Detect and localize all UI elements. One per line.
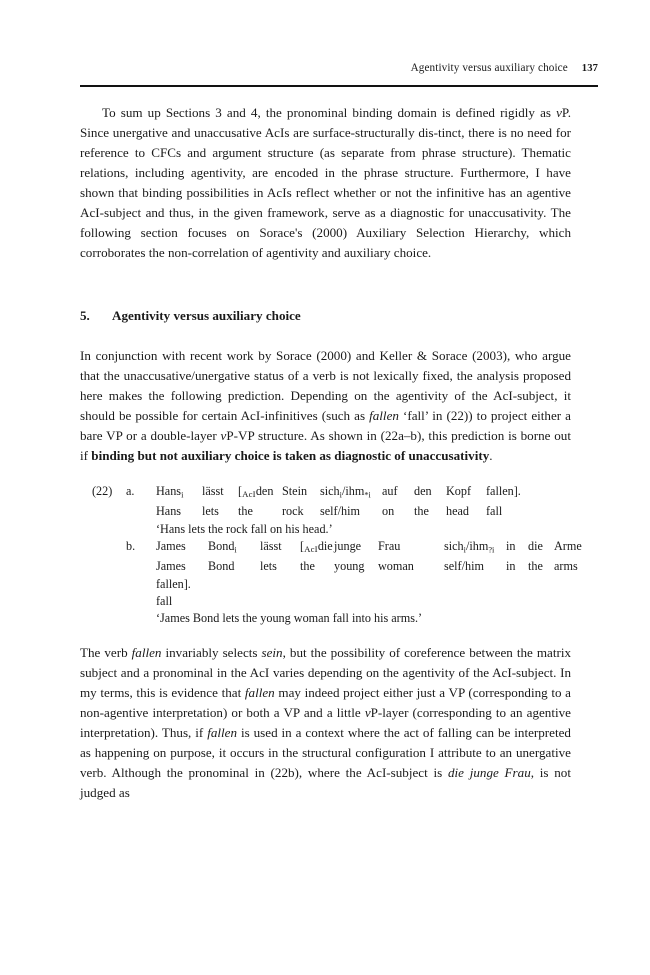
src-word-text: den <box>255 484 274 498</box>
example-22b-translation: ‘James Bond lets the young woman fall into his arms.’ <box>156 611 423 626</box>
section-heading <box>80 307 571 325</box>
italic-v-1: v <box>556 105 562 120</box>
paragraph-prediction-seg3: P-VP structure. As shown in (22a–b), this prediction is borne out if <box>80 428 571 463</box>
paragraph-discussion-seg7: , is not judged as <box>80 764 571 800</box>
paragraph-discussion-seg1: The verb <box>80 644 132 660</box>
example-22b-content <box>156 538 582 628</box>
example-22b-source-cont: fallen]. <box>156 576 191 591</box>
section-title: Agentivity versus auxiliary choice <box>112 308 301 323</box>
text-column <box>80 103 582 803</box>
gloss-word: lets <box>202 504 219 519</box>
paragraph-prediction-seg1: In conjunction with recent work by Sorace (2000) and Keller & Sorace (2003), who argue that the unaccusative/unergative status of a verb is not lexically fixed, the analysis proposed here makes the following prediction. Depending on the agentivity of the AcI-subject, it should be possible for certain AcI-infinitives (such as <box>80 348 571 423</box>
paragraph-discussion-seg5: P-layer (corresponding to an agentive interpretation). Thus, if <box>80 704 571 740</box>
gloss-word: James <box>156 559 186 574</box>
paragraph-summary-part1: To sum up Sections 3 and 4, the pronominal binding domain is defined <box>102 105 495 120</box>
src-word-sich-ihm <box>444 538 506 555</box>
example-22a-content <box>156 483 571 538</box>
src-bracket-den <box>238 483 282 503</box>
gloss-word: rock <box>282 504 304 519</box>
src-word-text: die <box>317 538 333 553</box>
gloss-word: self/him <box>444 559 484 574</box>
index-subscript: i <box>234 545 237 555</box>
src-word-text: sich <box>444 538 464 553</box>
src-word-text: Hans <box>156 484 182 498</box>
gloss-word: in <box>506 559 516 574</box>
src-word <box>156 483 202 500</box>
src-word: lässt <box>260 538 282 553</box>
src-word-text: /ihm <box>341 484 365 498</box>
example-number: (22) <box>92 484 113 498</box>
gloss-word: Bond <box>208 559 235 574</box>
example-22b-gloss-cont: fall <box>156 593 173 608</box>
italic-fallen-1: fallen <box>369 408 399 423</box>
example-letter-a: a. <box>126 484 135 498</box>
src-word-text: /ihm <box>465 538 489 553</box>
src-word-bond <box>208 538 260 555</box>
running-head-title: Agentivity versus auxiliary choice <box>410 62 568 74</box>
src-word-text: Bond <box>208 538 235 553</box>
spacer-after-heading <box>80 325 571 346</box>
src-word: in <box>506 538 516 553</box>
src-bracket-die <box>300 538 334 558</box>
paragraph-discussion-seg6: is used in a context where the act of falling can be interpreted as happening on purpose, it occurs in the structural configuration I attribute to an unergative verb. Although the pronominal in (22b), where the AcI-subject is <box>80 724 571 780</box>
src-word: Arme <box>554 538 582 553</box>
src-word: Frau <box>378 538 401 553</box>
example-22b-source-line <box>156 539 582 553</box>
src-word: auf <box>382 484 398 498</box>
gloss-word: head <box>446 504 470 519</box>
gloss-word: Hans <box>156 504 182 519</box>
italic-die-junge-frau: die junge Frau <box>447 764 531 780</box>
src-word: die <box>528 538 543 553</box>
bracket-open: [ <box>238 484 243 498</box>
example-row-22a <box>80 483 571 538</box>
paragraph-prediction-seg2: ‘fall’ in (22)) to project either a bare VP or a double-layer <box>80 408 571 443</box>
src-word-sich-ihm <box>320 483 382 500</box>
gloss-word: woman <box>378 559 414 574</box>
gloss-word: young <box>334 559 365 574</box>
index-subscript: i <box>339 490 342 500</box>
spacer-before-heading <box>80 263 571 307</box>
index-subscript-star: *i <box>364 490 371 500</box>
example-22a-translation: ‘Hans lets the rock fall on his head.’ <box>156 521 333 536</box>
bold-diagnostic-claim: binding but not auxiliary choice is taken as diagnostic of unaccusativity <box>91 448 490 463</box>
gloss-word: fall <box>486 504 503 519</box>
gloss-word: self/him <box>320 504 360 519</box>
section-number: 5. <box>80 308 90 323</box>
paragraph-summary-part2: rigidly as <box>500 105 557 120</box>
paragraph-prediction <box>80 346 571 466</box>
italic-fallen-2: fallen <box>131 644 162 660</box>
example-row-22b <box>80 538 582 628</box>
paragraph-discussion-seg4: may indeed project either just a VP (corresponding to a non-agentive interpretation) or both a VP and a little <box>80 684 571 720</box>
italic-sein: sein <box>261 644 283 660</box>
gloss-word: the <box>528 559 543 574</box>
paragraph-discussion-seg3: , but the possibility of coreference between the matrix subject and a pronominal in the AcI varies depending on the agentivity of the AcI-subject. In my terms, this is evidence that <box>80 644 572 700</box>
example-22b-gloss-line <box>156 559 578 573</box>
italic-v-2: v <box>220 428 227 443</box>
italic-fallen-4: fallen <box>207 724 238 740</box>
gloss-word: the <box>300 559 315 574</box>
example-block-22 <box>80 483 582 628</box>
gloss-word: the <box>238 504 253 519</box>
bracket-label: AcI <box>242 488 256 499</box>
gloss-word: arms <box>554 559 578 574</box>
src-word: den <box>414 484 432 498</box>
italic-fallen-3: fallen <box>244 684 275 700</box>
src-word: James <box>156 538 186 553</box>
header-rule <box>80 85 598 87</box>
bracket-label: AcI <box>304 543 318 554</box>
gloss-word: lets <box>260 559 277 574</box>
src-word: Kopf <box>446 484 472 498</box>
paragraph-summary <box>80 103 571 263</box>
gloss-word: the <box>414 504 429 519</box>
bracket-open: [ <box>300 538 305 553</box>
index-subscript: i <box>463 545 466 555</box>
src-word-text: sich <box>320 484 340 498</box>
italic-v-3: v <box>364 704 371 720</box>
paragraph-discussion-seg2: invariably selects <box>161 644 262 660</box>
page-number: 137 <box>581 63 598 74</box>
paragraph-prediction-seg4: . <box>489 448 493 463</box>
example-22a-source-line <box>156 484 521 498</box>
src-word: Stein <box>282 484 308 498</box>
example-letter-b: b. <box>126 538 136 553</box>
index-subscript-question: ?i <box>488 545 495 555</box>
example-22a-gloss-line <box>156 504 502 518</box>
src-word: junge <box>334 538 362 553</box>
running-head <box>80 62 598 74</box>
src-word: fallen]. <box>486 484 521 498</box>
index-subscript: i <box>181 490 184 500</box>
src-word: lässt <box>202 484 224 498</box>
paragraph-discussion <box>80 643 571 803</box>
paragraph-summary-part3: P. Since unergative and unaccusative AcIs are surface-structurally dis-tinct, there is no need for reference to CFCs and argument structure (as separate from phrase structure). Thematic relations, including agentivity, are encoded in the phrase structure. Furthermore, I have shown that binding possibilities in AcIs reflect whether or not the infinitive has an agentive AcI-subject and thus, in the given framework, serve as a diagnostic for unaccusativity. The following section focuses on Sorace's (2000) Auxiliary Selection Hierarchy, which corroborates the non-correlation of agentivity and auxiliary choice. <box>80 105 571 260</box>
gloss-word: on <box>382 504 395 519</box>
